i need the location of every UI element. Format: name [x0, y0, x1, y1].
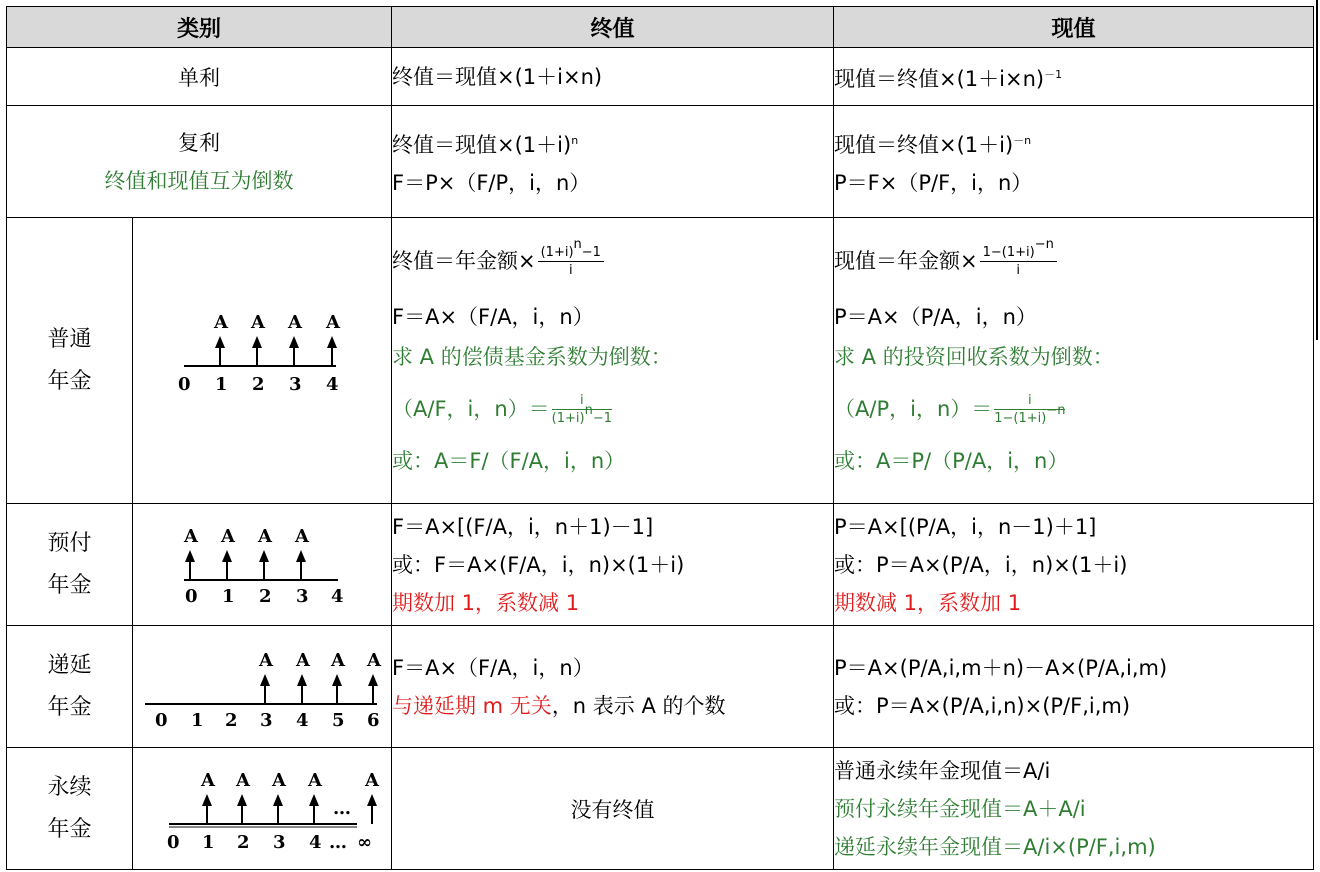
perpetual-pv — [834, 748, 1314, 870]
page-edge-line — [1316, 0, 1318, 340]
arrow-4 — [327, 336, 337, 366]
row-deferred — [7, 626, 1314, 748]
label-a-2: A — [296, 650, 310, 671]
deferred-timeline-diagram — [137, 634, 387, 734]
label-a-3: A — [331, 650, 345, 671]
simple-pv-main: 现值＝终值×(1＋i×n) — [834, 66, 1045, 91]
frac-den: i — [568, 263, 573, 278]
ordinary-fv — [392, 218, 834, 504]
frac-exp: n — [573, 237, 582, 252]
label-a-2: A — [251, 312, 265, 333]
tick-0: 0 — [155, 710, 168, 731]
tick-3: 3 — [289, 374, 302, 395]
label-a-3: A — [272, 770, 286, 791]
arrow-n — [367, 794, 377, 824]
header-pv: 现值 — [834, 7, 1314, 48]
tick-4: 4 — [326, 374, 339, 395]
prepaid-fv-rule: 期数加 1，系数减 1 — [392, 590, 580, 615]
ordinary-pv-prefix: 现值＝年金额× — [834, 248, 978, 273]
deferred-diagram-cell — [133, 626, 392, 748]
compound-pv-line1: 现值＝终值×(1＋i) — [834, 132, 1014, 157]
frac-den-tail: −1 — [592, 411, 613, 426]
label-a-1: A — [201, 770, 215, 791]
arrow-2 — [259, 550, 269, 580]
simple-fv: 终值＝现值×(1＋i×n) — [392, 48, 834, 106]
compound-pv — [834, 106, 1314, 218]
prepaid-fv-line2: 或：F＝A×(F/A，i，n)×(1＋i) — [392, 552, 685, 577]
label-a-3: A — [258, 526, 272, 547]
tick-1: 1 — [202, 832, 215, 853]
simple-pv-exp: －1 — [1044, 67, 1063, 81]
arrow-1 — [222, 550, 232, 580]
frac-den: (1+i) — [551, 411, 585, 426]
compound-pv-exp: －n — [1013, 133, 1032, 147]
prepaid-name — [7, 504, 133, 626]
ordinary-pv — [834, 218, 1314, 504]
tick-1: 1 — [191, 710, 204, 731]
arrow-1 — [202, 794, 212, 824]
arrow-6 — [368, 674, 378, 704]
prepaid-fv — [392, 504, 834, 626]
compound-pv-line2: P＝F×（P/F，i，n） — [834, 170, 1033, 195]
deferred-fv-note: ，n 表示 A 的个数 — [551, 693, 726, 718]
tick-0: 0 — [185, 586, 198, 607]
tick-2: 2 — [252, 374, 265, 395]
frac-num: i — [552, 392, 612, 410]
deferred-name — [7, 626, 133, 748]
header-fv: 终值 — [392, 7, 834, 48]
row-compound — [7, 106, 1314, 218]
ordinary-fv-prefix: 终值＝年金额× — [392, 248, 536, 273]
row-ordinary — [7, 218, 1314, 504]
tick-0: 0 — [167, 832, 180, 853]
label-a-1: A — [259, 650, 273, 671]
tick-4: 4 — [331, 586, 344, 607]
ordinary-pv-fraction — [980, 237, 1057, 279]
ordinary-pv-green1: 求 A 的投资回收系数为倒数： — [834, 344, 1114, 369]
ordinary-fv-green3: 或：A＝F/（F/A，i，n） — [392, 448, 626, 473]
label-a-2: A — [221, 526, 235, 547]
arrow-3 — [296, 550, 306, 580]
prepaid-diagram-cell — [133, 504, 392, 626]
ordinary-name — [7, 218, 133, 504]
arrow-2 — [252, 336, 262, 366]
frac-exp: −n — [1034, 237, 1054, 252]
prepaid-pv-line1: P＝A×[(P/A，i，n－1)＋1] — [834, 514, 1097, 539]
header-category: 类别 — [7, 7, 392, 48]
row-simple — [7, 48, 1314, 106]
ordinary-pv-green3: 或：A＝P/（P/A，i，n） — [834, 448, 1069, 473]
tick-3: 3 — [273, 832, 286, 853]
perpetual-timeline-diagram — [147, 756, 377, 856]
tick-4: 4 — [309, 832, 322, 853]
perpetual-pv-line1: 普通永续年金现值＝A/i — [834, 758, 1051, 783]
label-a-3: A — [288, 312, 302, 333]
ordinary-fv-fraction — [538, 237, 604, 279]
prepaid-pv — [834, 504, 1314, 626]
perpetual-name1: 永续 — [47, 774, 92, 800]
frac-exp: −n — [1046, 403, 1066, 418]
compound-fv — [392, 106, 834, 218]
label-a-2: A — [236, 770, 250, 791]
compound-name: 复利 — [178, 130, 220, 155]
ordinary-fv-green1: 求 A 的偿债基金系数为倒数： — [392, 344, 672, 369]
prepaid-pv-rule: 期数减 1，系数加 1 — [834, 590, 1022, 615]
perpetual-name — [7, 748, 133, 870]
frac-num: 1−(1+i) — [982, 245, 1035, 260]
simple-pv — [834, 48, 1314, 106]
tick-4: 4 — [296, 710, 309, 731]
tick-ellipsis: … — [329, 832, 347, 853]
arrow-4 — [309, 794, 319, 824]
deferred-fv-rule: 与递延期 m 无关 — [392, 693, 552, 718]
prepaid-pv-line2: 或：P＝A×(P/A，i，n)×(1＋i) — [834, 552, 1128, 577]
tick-3: 3 — [296, 586, 309, 607]
compound-name-cell — [7, 106, 392, 218]
deferred-fv — [392, 626, 834, 748]
perpetual-diagram-cell — [133, 748, 392, 870]
prepaid-name2: 年金 — [47, 572, 92, 598]
prepaid-name1: 预付 — [47, 530, 92, 556]
row-prepaid — [7, 504, 1314, 626]
ordinary-name1: 普通 — [47, 326, 92, 352]
deferred-pv-line1: P＝A×(P/A,i,m＋n)－A×(P/A,i,m) — [834, 655, 1168, 680]
ordinary-name2: 年金 — [47, 368, 92, 394]
compound-fv-exp: n — [571, 133, 579, 147]
frac-num: i — [994, 392, 1065, 410]
perpetual-fv: 没有终值 — [392, 748, 834, 870]
prepaid-timeline-diagram — [172, 512, 352, 612]
label-a-4: A — [308, 770, 322, 791]
deferred-pv — [834, 626, 1314, 748]
frac-den: i — [1016, 263, 1021, 278]
tick-3: 3 — [260, 710, 273, 731]
label-a-4: A — [295, 526, 309, 547]
arrow-3 — [260, 674, 270, 704]
label-a-1: A — [214, 312, 228, 333]
ordinary-sinking-fraction — [552, 392, 612, 427]
arrow-0 — [185, 550, 195, 580]
compound-fv-line1: 终值＝现值×(1＋i) — [392, 132, 572, 157]
arrow-5 — [332, 674, 342, 704]
ordinary-timeline-diagram — [172, 308, 352, 408]
frac-num-tail: −1 — [581, 245, 601, 260]
ordinary-diagram-cell — [133, 218, 392, 504]
tick-2: 2 — [237, 832, 250, 853]
deferred-name2: 年金 — [47, 694, 92, 720]
ordinary-fv-green2-prefix: （A/F，i，n）＝ — [392, 396, 550, 421]
ordinary-pv-line2: P＝A×（P/A，i，n） — [834, 304, 1037, 329]
deferred-fv-line1: F＝A×（F/A，i，n） — [392, 655, 594, 680]
perpetual-name2: 年金 — [47, 816, 92, 842]
tick-6: 6 — [367, 710, 380, 731]
compound-fv-line2: F＝P×（F/P，i，n） — [392, 170, 591, 195]
deferred-name1: 递延 — [47, 652, 92, 678]
frac-exp: n — [584, 403, 593, 418]
deferred-pv-line2: 或：P＝A×(P/A,i,n)×(P/F,i,m) — [834, 693, 1131, 718]
arrow-3 — [289, 336, 299, 366]
label-a-1: A — [184, 526, 198, 547]
arrow-1 — [215, 336, 225, 366]
annuity-table — [6, 6, 1314, 870]
frac-num: (1+i) — [540, 245, 574, 260]
label-a-n: A — [365, 770, 379, 791]
ordinary-pv-green2-prefix: （A/P，i，n）＝ — [834, 396, 993, 421]
row-perpetual — [7, 748, 1314, 870]
simple-name: 单利 — [7, 48, 392, 106]
ordinary-fv-line2: F＝A×（F/A，i，n） — [392, 304, 594, 329]
tick-2: 2 — [259, 586, 272, 607]
ordinary-recovery-fraction — [994, 392, 1065, 427]
arrow-2 — [237, 794, 247, 824]
arrow-4 — [297, 674, 307, 704]
ellipsis-mid: … — [333, 798, 351, 819]
perpetual-pv-green2: 递延永续年金现值＝A/i×(P/F,i,m) — [834, 834, 1156, 859]
prepaid-fv-line1: F＝A×[(F/A，i，n＋1)－1] — [392, 514, 654, 539]
arrow-3 — [273, 794, 283, 824]
tick-1: 1 — [215, 374, 228, 395]
tick-2: 2 — [225, 710, 238, 731]
label-a-4: A — [326, 312, 340, 333]
tick-infinity: ∞ — [357, 832, 372, 853]
tick-1: 1 — [222, 586, 235, 607]
frac-den: 1−(1+i) — [994, 411, 1047, 426]
compound-note: 终值和现值互为倒数 — [104, 168, 294, 193]
tick-5: 5 — [332, 710, 345, 731]
tick-0: 0 — [178, 374, 191, 395]
perpetual-pv-green1: 预付永续年金现值＝A＋A/i — [834, 796, 1086, 821]
label-a-4: A — [367, 650, 381, 671]
